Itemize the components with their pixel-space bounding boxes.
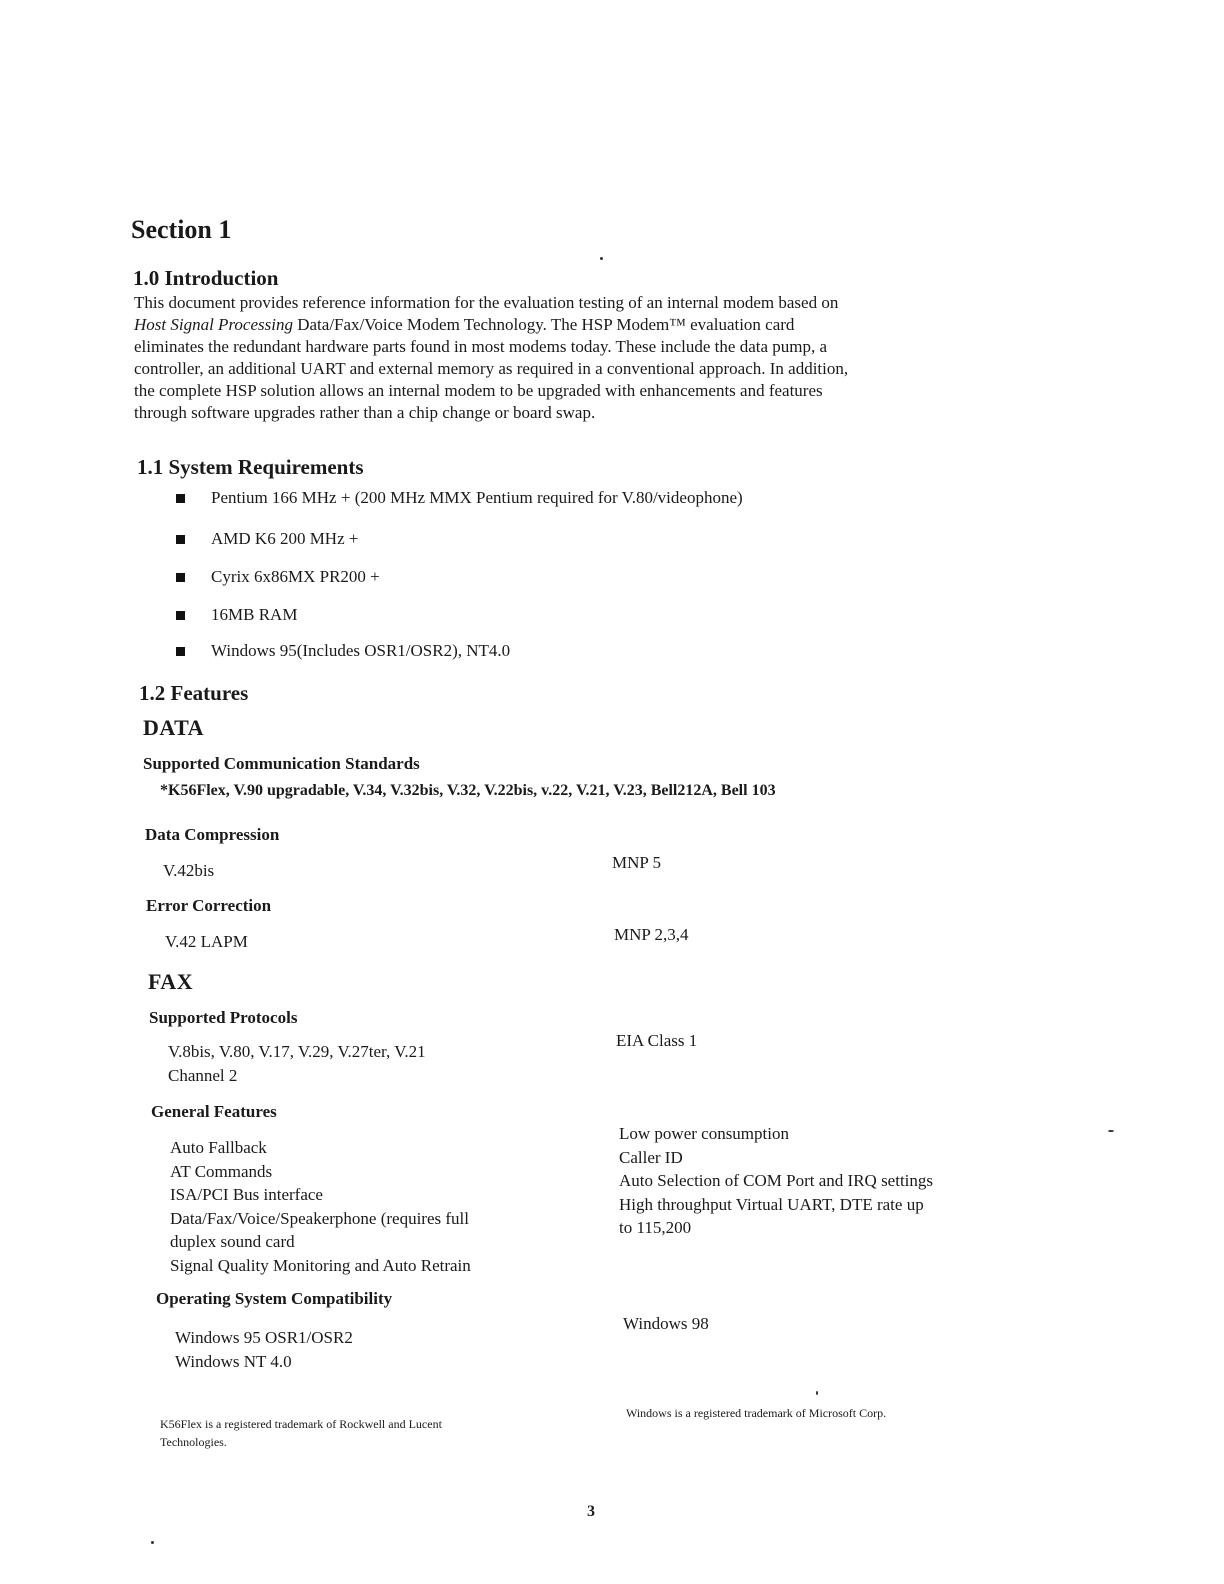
intro-italic-term: Host Signal Processing [134, 315, 293, 334]
intro-line-6: through software upgrades rather than a chip change or board swap. [134, 403, 596, 422]
bullet-square-icon [176, 647, 185, 656]
compression-right: MNP 5 [612, 853, 661, 872]
general-features-heading: General Features [151, 1102, 277, 1121]
features-heading: 1.2 Features [139, 681, 249, 705]
intro-line-4: controller, an additional UART and external memory as required in a conventional approach. In addition, [134, 359, 849, 378]
general-feature-item: to 115,200 [619, 1218, 692, 1237]
system-requirements-heading: 1.1 System Requirements [137, 455, 364, 479]
bullet-square-icon [176, 535, 185, 544]
general-features-right-list [619, 1122, 933, 1240]
general-feature-item: Caller ID [619, 1147, 683, 1167]
requirement-item: Cyrix 6x86MX PR200 + [176, 567, 380, 587]
general-feature-item: AT Commands [170, 1161, 273, 1181]
protocols-heading: Supported Protocols [149, 1008, 298, 1027]
intro-line-2 [134, 314, 848, 336]
data-heading: DATA [143, 715, 205, 740]
intro-line-1: This document provides reference information for the evaluation testing of an internal modem based on [134, 293, 839, 312]
protocols-right: EIA Class 1 [616, 1031, 698, 1050]
intro-heading: 1.0 Introduction [133, 266, 279, 290]
footnote-right: Windows is a registered trademark of Microsoft Corp. [626, 1406, 887, 1420]
error-correction-right: MNP 2,3,4 [614, 925, 689, 944]
footnote-left-line: Technologies. [160, 1435, 227, 1449]
os-item: Windows 95 OSR1/OSR2 [175, 1328, 353, 1347]
general-feature-item: duplex sound card [170, 1232, 295, 1251]
general-feature-item: Low power consumption [619, 1124, 789, 1143]
bullet-square-icon [176, 611, 185, 620]
general-feature-item: Auto Fallback [170, 1138, 267, 1157]
general-feature-item: High throughput Virtual UART, DTE rate up [619, 1194, 924, 1214]
general-feature-item: Auto Selection of COM Port and IRQ settings [619, 1171, 934, 1190]
os-item: Windows NT 4.0 [175, 1351, 292, 1371]
fax-heading: FAX [148, 969, 194, 994]
scan-speck [600, 257, 603, 260]
comm-standards-text: *K56Flex, V.90 upgradable, V.34, V.32bis, V.32, V.22bis, v.22, V.21, V.23, Bell212A, Bell 103 [160, 782, 776, 799]
protocols-left-list [168, 1040, 426, 1087]
scan-speck [151, 1541, 154, 1544]
intro-line-3: eliminates the redundant hardware parts found in most modems today. These include the data pump, a [134, 337, 828, 356]
comm-standards-heading: Supported Communication Standards [143, 754, 420, 773]
section-title: Section 1 [131, 215, 232, 244]
bullet-square-icon [176, 494, 185, 503]
compression-heading: Data Compression [145, 825, 280, 844]
protocols-left-line: V.8bis, V.80, V.17, V.29, V.27ter, V.21 [168, 1042, 426, 1061]
scan-speck [816, 1391, 818, 1395]
general-features-left-list [170, 1136, 471, 1277]
page-number: 3 [587, 1503, 595, 1520]
general-feature-item: Signal Quality Monitoring and Auto Retrain [170, 1255, 471, 1275]
bullet-square-icon [176, 573, 185, 582]
os-compatibility-heading: Operating System Compatibility [156, 1289, 393, 1308]
requirement-item: Windows 95(Includes OSR1/OSR2), NT4.0 [176, 641, 510, 661]
general-feature-item: ISA/PCI Bus interface [170, 1185, 323, 1204]
requirement-item: AMD K6 200 MHz + [176, 529, 358, 549]
os-right: Windows 98 [623, 1314, 709, 1333]
requirement-item: Pentium 166 MHz + (200 MHz MMX Pentium required for V.80/videophone) [176, 488, 743, 508]
error-correction-heading: Error Correction [146, 896, 272, 915]
intro-line-2-rest: Data/Fax/Voice Modem Technology. The HSP Modem™ evaluation card [292, 315, 795, 334]
requirement-item: 16MB RAM [176, 605, 297, 625]
intro-line-5: the complete HSP solution allows an internal modem to be upgraded with enhancements and features [134, 381, 823, 400]
error-correction-left: V.42 LAPM [165, 932, 248, 951]
intro-paragraph [134, 292, 848, 424]
scan-speck [1108, 1130, 1114, 1132]
os-left-list [175, 1326, 353, 1373]
footnote-left [160, 1415, 442, 1451]
general-feature-item: Data/Fax/Voice/Speakerphone (requires full [170, 1208, 469, 1228]
footnote-left-line: K56Flex is a registered trademark of Rockwell and Lucent [160, 1417, 442, 1431]
protocols-left-line: Channel 2 [168, 1065, 238, 1085]
compression-left: V.42bis [163, 861, 215, 880]
